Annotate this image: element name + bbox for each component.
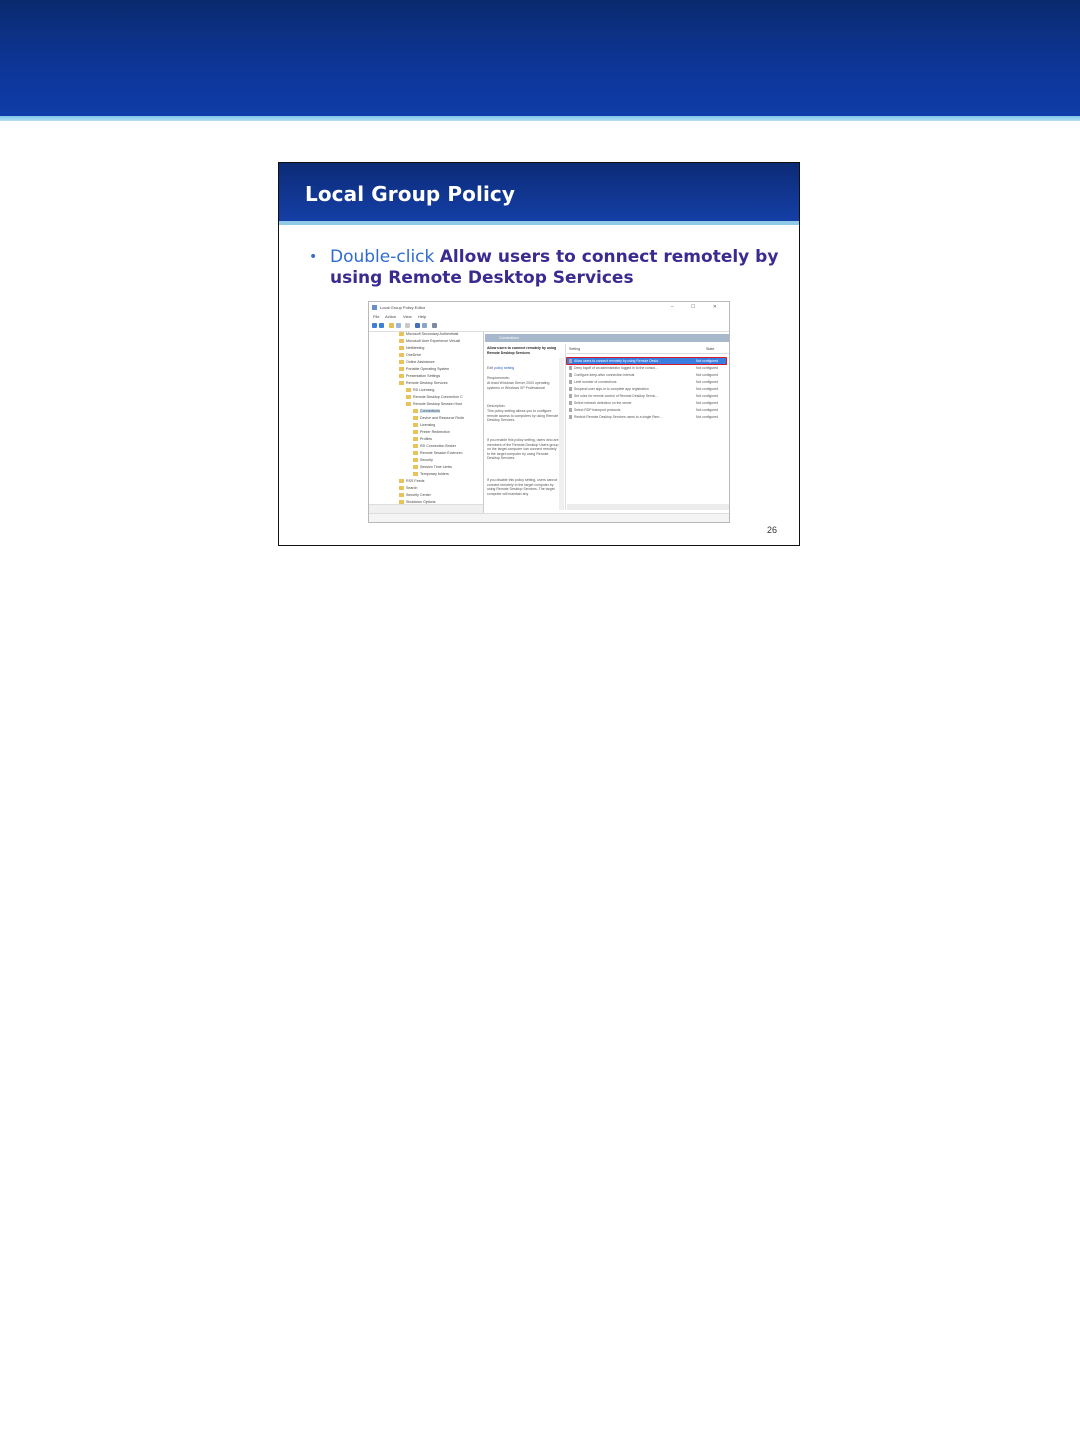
gpe-menu-view[interactable]: View <box>403 314 412 319</box>
folder-icon <box>399 381 404 385</box>
policy-row[interactable]: Select RDP transport protocols Not configured <box>567 407 727 414</box>
description-label: Description: <box>487 404 506 408</box>
page-banner-stripe <box>0 116 1080 121</box>
policy-icon <box>569 380 572 384</box>
bullet-text <box>330 247 779 289</box>
policy-list-header <box>567 346 729 354</box>
filter-icon[interactable] <box>432 323 437 328</box>
tree-item[interactable]: Remote Session Environm <box>413 451 463 458</box>
tree-item[interactable]: RD Connection Broker <box>413 444 456 451</box>
folder-icon <box>399 339 404 343</box>
column-setting[interactable]: Setting <box>569 347 581 351</box>
policy-icon <box>569 394 572 398</box>
folder-icon[interactable] <box>389 323 394 328</box>
policy-row[interactable]: Limit number of connections Not configured <box>567 379 727 386</box>
policy-icon <box>569 408 572 412</box>
gpe-menubar <box>369 313 729 321</box>
folder-icon <box>406 395 411 399</box>
folder-icon <box>399 346 404 350</box>
gpe-status-bar <box>369 513 729 522</box>
policy-icon <box>569 373 572 377</box>
folder-icon <box>413 458 418 462</box>
tree-item[interactable]: Microsoft User Experience Virtuali <box>399 339 460 346</box>
policy-description-pane <box>485 344 566 510</box>
folder-icon <box>413 472 418 476</box>
tree-item[interactable]: Temporary folders <box>413 472 449 479</box>
gpe-app-icon <box>372 305 377 310</box>
folder-icon <box>399 332 404 336</box>
gpe-window-buttons[interactable]: – ☐ ✕ <box>670 304 725 310</box>
gpe-toolbar <box>369 321 729 332</box>
folder-icon <box>399 374 404 378</box>
folder-icon <box>413 465 418 469</box>
export-icon[interactable] <box>405 323 410 328</box>
tree-item[interactable]: NetMeeting <box>399 346 424 353</box>
tree-item[interactable]: Printer Redirection <box>413 430 450 437</box>
policy-row[interactable]: Suspend user sign-in to complete app registration Not configured <box>567 386 727 393</box>
tree-item[interactable]: RSS Feeds <box>399 479 424 486</box>
gpe-titlebar <box>369 302 729 313</box>
tree-item[interactable]: Device and Resource Redir <box>413 416 464 423</box>
tree-item-connections[interactable]: Connections <box>413 409 440 416</box>
description-scrollbar[interactable] <box>559 358 564 510</box>
gpe-main-pane <box>485 332 729 522</box>
slide <box>278 162 800 546</box>
policy-row[interactable]: Configure keep-alive connection interval Not configured <box>567 372 727 379</box>
tree-item[interactable]: Session Time Limits <box>413 465 452 472</box>
gpe-menu-action[interactable]: Action <box>385 314 397 319</box>
tree-item[interactable]: Presentation Settings <box>399 374 440 381</box>
folder-icon <box>413 430 418 434</box>
policy-icon <box>569 366 572 370</box>
bullet-target: Allow users to connect remotely by using Remote Desktop Services <box>330 247 779 288</box>
tree-item[interactable]: Online Assistance <box>399 360 435 367</box>
tree-item[interactable]: Profiles <box>413 437 432 444</box>
folder-icon <box>413 416 418 420</box>
policy-row[interactable]: Set rules for remote control of Remote Desktop Servic... Not configured <box>567 393 727 400</box>
properties-icon[interactable] <box>422 323 427 328</box>
tree-item[interactable]: Security <box>413 458 433 465</box>
policy-row[interactable]: Deny logoff of an administrator logged in to the consol... Not configured <box>567 365 727 372</box>
page-banner <box>0 0 1080 116</box>
tree-item[interactable]: OneDrive <box>399 353 421 360</box>
policy-list <box>567 344 729 510</box>
tree-item[interactable]: Shutdown Options <box>399 500 435 507</box>
requirements-text: At least Windows Server 2003 operating systems or Windows XP Professional <box>487 381 550 390</box>
folder-icon <box>413 409 418 413</box>
folder-icon <box>413 444 418 448</box>
gpe-tree <box>369 332 484 514</box>
folder-icon <box>406 402 411 406</box>
folder-icon <box>399 486 404 490</box>
policy-row-allow-remote[interactable]: Allow users to connect remotely by using Remote Deskt... Not configured <box>567 358 727 365</box>
slide-number: 26 <box>766 525 777 535</box>
bullet-action: Double-click <box>330 247 435 267</box>
bullet-dot-icon: • <box>309 249 318 265</box>
folder-icon <box>406 388 411 392</box>
help-icon[interactable] <box>415 323 420 328</box>
forward-icon[interactable] <box>379 323 384 328</box>
gpe-menu-help[interactable]: Help <box>418 314 427 319</box>
policy-row[interactable]: Restrict Remote Desktop Services users to a single Rem... Not configured <box>567 414 727 421</box>
slide-bullet <box>309 247 779 289</box>
show-hide-tree-icon[interactable] <box>396 323 401 328</box>
edit-policy-line: Edit policy setting <box>487 366 515 370</box>
list-horizontal-scrollbar[interactable] <box>567 504 729 510</box>
tree-item[interactable]: Remote Desktop Session Host <box>406 402 462 409</box>
tree-item[interactable]: Microsoft Secondary Authenticati <box>399 332 458 339</box>
description-body-1: This policy setting allows you to configure remote access to computers by using Remote Desktop Services. <box>487 409 559 423</box>
back-icon[interactable] <box>372 323 377 328</box>
edit-policy-link[interactable]: policy setting <box>494 366 515 370</box>
policy-row[interactable]: Select network detection on the server Not configured <box>567 400 727 407</box>
folder-icon <box>399 493 404 497</box>
slide-header-stripe <box>279 221 799 225</box>
tree-item[interactable]: RD Licensing <box>406 388 434 395</box>
requirements-label: Requirements: <box>487 376 510 380</box>
gpe-window-title: Local Group Policy Editor <box>380 305 426 310</box>
tree-item[interactable]: Remote Desktop Connection C <box>406 395 463 402</box>
tree-item[interactable]: Search <box>399 486 417 493</box>
description-body-3: If you disable this policy setting, users cannot connect remotely to the target computer by using Remote Desktop Services. The target computer will maintain any <box>487 478 558 496</box>
description-body-2: If you enable this policy setting, users who are members of the Remote Desktop Users group on the target computer can connect remotely to the target computer by using Remote Desktop Services. <box>487 438 559 461</box>
folder-icon <box>399 367 404 371</box>
column-state[interactable]: State <box>706 347 715 351</box>
tree-item[interactable]: Portable Operating System <box>399 367 449 374</box>
policy-icon <box>569 401 572 405</box>
folder-icon <box>413 437 418 441</box>
policy-heading: Allow users to connect remotely by using Remote Desktop Services <box>487 346 557 355</box>
folder-icon <box>399 479 404 483</box>
gpe-menu-file[interactable]: File <box>373 314 380 319</box>
folder-icon <box>413 451 418 455</box>
policy-icon <box>569 415 572 419</box>
tree-item[interactable]: Security Center <box>399 493 431 500</box>
tree-item[interactable]: Remote Desktop Services <box>399 381 448 388</box>
tree-item[interactable]: Licensing <box>413 423 435 430</box>
policy-icon <box>569 387 572 391</box>
folder-icon <box>399 353 404 357</box>
slide-title: Local Group Policy <box>305 182 515 206</box>
group-policy-editor-screenshot <box>368 301 730 523</box>
gpe-breadcrumb: Connections <box>485 334 729 342</box>
folder-icon <box>413 423 418 427</box>
highlight-box <box>566 357 727 365</box>
folder-icon <box>399 360 404 364</box>
